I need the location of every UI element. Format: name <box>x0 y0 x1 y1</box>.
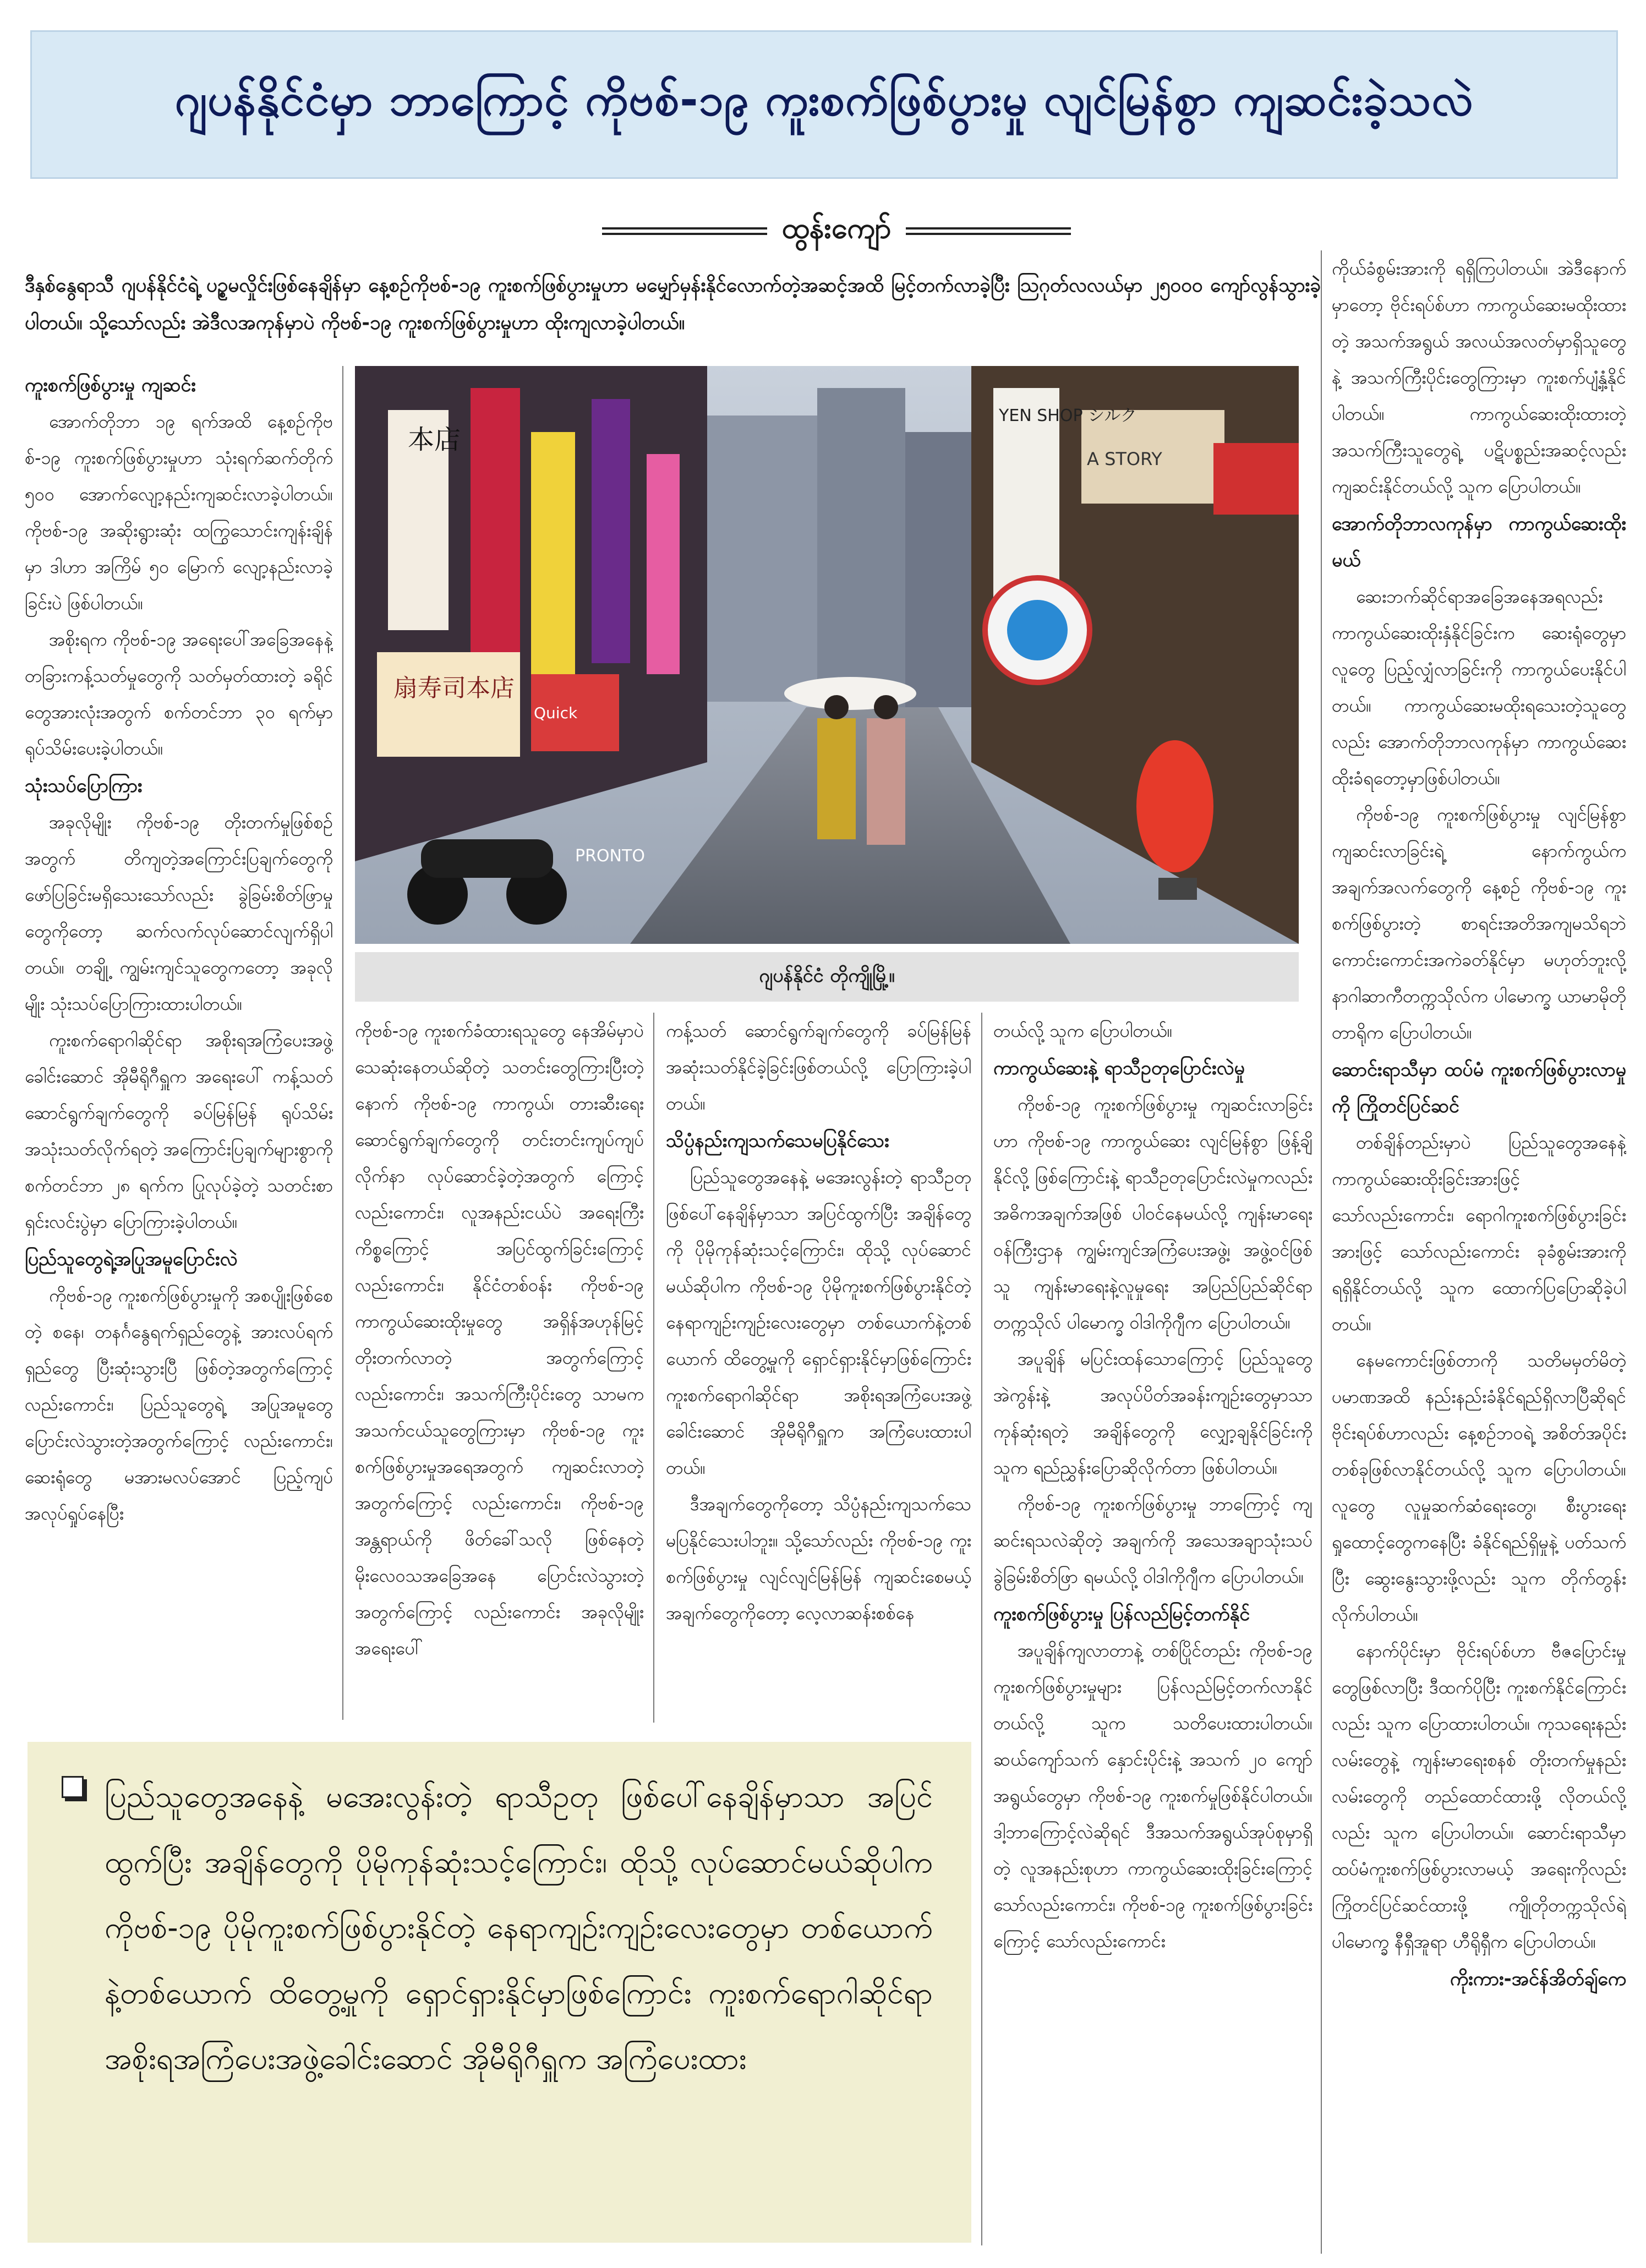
column-3 <box>666 1013 971 1728</box>
paragraph: ကိုဗစ်-၁၉ ကူးစက်ဖြစ်ပွားမှုကို အစပျိုးဖြစ်စေတဲ့ စနေ၊ တနင်္ဂနွေရက်ရှည်တွေနဲ့ အားလပ်ရက်ရှည်တွေ ပြီးဆုံးသွားပြီ ဖြစ်တဲ့အတွက်ကြောင့်လည်းကောင်း၊ ပြည်သူတွေရဲ့ အပြုအမူတွေ ပြောင်းလဲသွားတဲ့အတွက်ကြောင့် လည်းကောင်း၊ ဆေးရုံတွေ မအားမလပ်အောင် ပြည့်ကျပ်အလုပ်ရှုပ်နေပြီး <box>25 1285 333 1524</box>
paragraph: အပူချိန်ကျလာတာနဲ့ တစ်ပြိုင်တည်း ကိုဗစ်-၁၉ ကူးစက်ဖြစ်ပွားမှုများ ပြန်လည်မြင့်တက်လာနိုင်တယ်လို့ သူက သတိပေးထားပါတယ်။ ဆယ်ကျော်သက် နှောင်းပိုင်းနဲ့ အသက် ၂၀ ကျော်အရွယ်တွေမှာ ကိုဗစ်-၁၉ ကူးစက်မှုဖြစ်နိုင်ပါတယ်။ ဒါ့ဘာကြောင့်လဲဆိုရင် ဒီအသက်အရွယ်အုပ်စုမှာရှိတဲ့ လူအနည်းစုဟာ ကာကွယ်ဆေးထိုးခြင်းကြောင့် သော်လည်းကောင်း၊ ကိုဗစ်-၁၉ ကူးစက်ဖြစ်ပွားခြင်းကြောင့် သော်လည်းကောင်း <box>993 1640 1313 1952</box>
column-2 <box>355 1013 644 1728</box>
paragraph: အစိုးရက ကိုဗစ်-၁၉ အရေးပေါ်အခြေအနေနဲ့ တခြားကန့်သတ်မှုတွေကို သတ်မှတ်ထားတဲ့ ခရိုင်တွေအားလုံးအတွက် စက်တင်ဘာ ၃၀ ရက်မှာ ရုပ်သိမ်းပေးခဲ့ပါတယ်။ <box>25 629 333 759</box>
checkbox-bullet-icon <box>62 1776 84 1798</box>
tokyo-street-photo <box>355 366 1299 944</box>
subhead: ကူးစက်ဖြစ်ပွားမှု ပြန်လည်မြင့်တက်နိုင် <box>993 1603 1250 1625</box>
subhead: အောက်တိုဘာလကုန်မှာ ကာကွယ်ဆေးထိုးမယ် <box>1332 513 1626 571</box>
paragraph: ကိုယ်ခံစွမ်းအားကို ရရှိကြပါတယ်။ အဲဒီနောက်မှာတော့ ဗိုင်းရပ်စ်ဟာ ကာကွယ်ဆေးမထိုးထားတဲ့ အသက်အရွယ် အလယ်အလတ်မှာရှိသူတွေနဲ့ အသက်ကြီးပိုင်းတွေကြားမှာ ကူးစက်ပျံ့နှံ့နိုင်ပါတယ်။ ကာကွယ်ဆေးထိုးထားတဲ့ အသက်ကြီးသူတွေရဲ့ ပဋိပစ္စည်းအဆင့်လည်း ကျဆင်းနိုင်တယ်လို့ သူက ပြောပါတယ်။ <box>1332 258 1626 497</box>
byline-row <box>572 209 1101 253</box>
pull-quote-box <box>28 1742 971 2243</box>
sign-story: A STORY <box>1087 449 1162 469</box>
paragraph: ကိုဗစ်-၁၉ ကူးစက်ဖြစ်ပွားမှု ဘာကြောင့် ကျဆင်းရသလဲဆိုတဲ့ အချက်ကို အသေအချာသုံးသပ်ခွဲခြမ်းစိတ်ဖြာ ရမယ်လို့ ဝါဒါကိုဂျီက ပြောပါတယ်။ <box>993 1494 1313 1587</box>
paragraph: အခုလိုမျိုး ကိုဗစ်-၁၉ တိုးတက်မှုဖြစ်စဉ်အတွက် တိကျတဲ့အကြောင်းပြချက်တွေကို ဖော်ပြခြင်းမရှိသေးသော်လည်း ခွဲခြမ်းစိတ်ဖြာမှုတွေကိုတော့ ဆက်လက်လုပ်ဆောင်လျက်ရှိပါတယ်။ တချို့ ကျွမ်းကျင်သူတွေကတော့ အခုလိုမျိုး သုံးသပ်ပြောကြားထားပါတယ်။ <box>25 812 333 1014</box>
paragraph: ဒီအချက်တွေကိုတော့ သိပ္ပံနည်းကျသက်သေမပြနိုင်သေးပါဘူး။ သို့သော်လည်း ကိုဗစ်-၁၉ ကူးစက်ဖြစ်ပွားမှု လျင်လျင်မြန်မြန် ကျဆင်းစေမယ့် အချက်တွေကိုတော့ လေ့လာဆန်းစစ်နေ <box>666 1494 971 1624</box>
paragraph: ဆေးဘက်ဆိုင်ရာအခြေအနေအရလည်း ကာကွယ်ဆေးထိုးနှံနိုင်ခြင်းက ဆေးရုံတွေမှာ လူတွေ ပြည့်လျှံလာခြင်းကို ကာကွယ်ပေးနိုင်ပါတယ်။ ကာကွယ်ဆေးမထိုးရသေးတဲ့သူတွေလည်း အောက်တိုဘာလကုန်မှာ ကာကွယ်ဆေးထိုးခံရတော့မှာဖြစ်ပါတယ်။ <box>1332 586 1626 789</box>
subhead: ကာကွယ်ဆေးနဲ့ ရာသီဥတုပြောင်းလဲမှု <box>993 1057 1245 1079</box>
subhead: ပြည်သူတွေရဲ့အပြုအမူပြောင်းလဲ <box>25 1248 238 1270</box>
column-4 <box>993 1013 1313 2245</box>
photo-caption: ဂျပန်နိုင်ငံ တိုကျိုမြို့။ <box>355 952 1299 1002</box>
paragraph: နေမကောင်းဖြစ်တာကို သတိမမှတ်မိတဲ့ ပမာဏအထိ နည်းနည်းခံနိုင်ရည်ရှိလာပြီဆိုရင် ဗိုင်းရပ်စ်ဟာလည်း နေ့စဉ်ဘဝရဲ့ အစိတ်အပိုင်းတစ်ခုဖြစ်လာနိုင်တယ်လို့ သူက ပြောပါတယ်။ လူတွေ လူမှုဆက်ဆံရေးတွေ၊ စီးပွားရေးရှုထောင့်တွေကနေပြီး ခံနိုင်ရည်ရှိမှုနဲ့ ပတ်သက်ပြီး ဆွေးနွေးသွားဖို့လည်း သူက တိုက်တွန်းလိုက်ပါတယ်။ <box>1332 1350 1626 1625</box>
headline-box <box>30 30 1618 179</box>
column-divider <box>1321 250 1322 2254</box>
column-divider <box>653 1013 654 1723</box>
source-credit: ကိုးကား-အင်န်အိတ်ချ်ကေ <box>1450 1968 1626 1990</box>
byline: ထွန်းကျော် <box>781 212 892 245</box>
paragraph: အောက်တိုဘာ ၁၉ ရက်အထိ နေ့စဉ်ကိုဗစ်-၁၉ ကူးစက်ဖြစ်ပွားမှုဟာ သုံးရက်ဆက်တိုက် ၅၀၀ အောက်လျော့နည်းကျဆင်းလာခဲ့ပါတယ်။ ကိုဗစ်-၁၉ အဆိုးရွားဆုံး ထကြွသောင်းကျန်းချိန်မှာ ဒါဟာ အကြိမ် ၅၀ မြောက် လျော့နည်းလာခဲ့ခြင်းပဲ ဖြစ်ပါတယ်။ <box>25 411 333 614</box>
byline-rule-left <box>602 227 767 235</box>
subhead: သိပ္ပံနည်းကျသက်သေမပြနိုင်သေး <box>666 1130 889 1152</box>
paragraph: ပြည်သူတွေအနေနဲ့ မအေးလွန်းတဲ့ ရာသီဥတု ဖြစ်ပေါ်နေချိန်မှာသာ အပြင်ထွက်ပြီး အချိန်တွေကို ပိုမိုကုန်ဆုံးသင့်ကြောင်း၊ ထိုသို့ လုပ်ဆောင်မယ်ဆိုပါက ကိုဗစ်-၁၉ ပိုမိုကူးစက်ဖြစ်ပွားနိုင်တဲ့ နေရာကျဉ်းကျဉ်းလေးတွေမှာ တစ်ယောက်နဲ့တစ်ယောက် ထိတွေ့မှုကို ရှောင်ရှားနိုင်မှာဖြစ်ကြောင်း ကူးစက်ရောဂါဆိုင်ရာ အစိုးရအကြံပေးအဖွဲ့ခေါင်းဆောင် အိုမီရိုဂီရှူက အကြံပေးထားပါတယ်။ <box>666 1167 971 1478</box>
column-5 <box>1332 250 1626 2254</box>
paragraph: ကိုဗစ်-၁၉ ကူးစက်ခံထားရသူတွေ နေအိမ်မှာပဲ သေဆုံးနေတယ်ဆိုတဲ့ သတင်းတွေကြားပြီးတဲ့နောက် ကိုဗစ်-၁၉ ကာကွယ်၊ တားဆီးရေးဆောင်ရွက်ချက်တွေကို တင်းတင်းကျပ်ကျပ် လိုက်နာ လုပ်ဆောင်ခဲ့တဲ့အတွက် ကြောင့်လည်းကောင်း၊ လူအနည်းငယ်ပဲ အရေးကြီးကိစ္စကြောင့် အပြင်ထွက်ခြင်းကြောင့် လည်းကောင်း၊ နိုင်ငံတစ်ဝန်း ကိုဗစ်-၁၉ ကာကွယ်ဆေးထိုးမှုတွေ အရှိန်အဟုန်မြင့် တိုးတက်လာတဲ့ အတွက်ကြောင့် လည်းကောင်း၊ အသက်ကြီးပိုင်းတွေ သာမက အသက်ငယ်သူတွေကြားမှာ ကိုဗစ်-၁၉ ကူးစက်ဖြစ်ပွားမှုအရေအတွက် ကျဆင်းလာတဲ့အတွက်ကြောင့် လည်းကောင်း၊ ကိုဗစ်-၁၉ အန္တရာယ်ကို ဖိတ်ခေါ်သလို ဖြစ်နေတဲ့ မိုးလေဝသအခြေအနေ ပြောင်းလဲသွားတဲ့အတွက်ကြောင့် လည်းကောင်း အခုလိုမျိုး အရေးပေါ် <box>355 1020 644 1659</box>
sign-sushi: 扇寿司本店 <box>393 674 515 702</box>
paragraph: ကိုဗစ်-၁၉ ကူးစက်ဖြစ်ပွားမှု ကျဆင်းလာခြင်းဟာ ကိုဗစ်-၁၉ ကာကွယ်ဆေး လျင်မြန်စွာ ဖြန့်ချိနိုင်လို့ ဖြစ်ကြောင်းနဲ့ ရာသီဥတုပြောင်းလဲမှုကလည်း အဓိကအချက်အဖြစ် ပါဝင်နေမယ်လို့ ကျန်းမာရေးဝန်ကြီးဌာန ကျွမ်းကျင်အကြံပေးအဖွဲ့၊ အဖွဲ့ဝင်ဖြစ်သူ ကျန်းမာရေးနဲ့လူမှုရေး အပြည်ပြည်ဆိုင်ရာ တက္ကသိုလ် ပါမောက္ခ ဝါဒါကိုဂျီက ပြောပါတယ်။ <box>993 1094 1313 1333</box>
subhead: ကူးစက်ဖြစ်ပွားမှု ကျဆင်း <box>25 374 196 396</box>
subhead: ဆောင်းရာသီမှာ ထပ်မံ ကူးစက်ဖြစ်ပွားလာမှုကို ကြိုတင်ပြင်ဆင် <box>1332 1059 1626 1117</box>
paragraph: တယ်လို့ သူက ပြောပါတယ်။ <box>993 1020 1173 1041</box>
sign-quick: Quick <box>534 704 578 722</box>
paragraph: ကူးစက်ရောဂါဆိုင်ရာ အစိုးရအကြံပေးအဖွဲ့ခေါင်းဆောင် အိုမီရိုဂီရှူက အရေးပေါ် ကန့်သတ်ဆောင်ရွက်ချက်တွေကို ခပ်မြန်မြန် ရုပ်သိမ်းအသုံးသတ်လိုက်ရတဲ့ အကြောင်းပြချက်များစွာကို စက်တင်ဘာ ၂၈ ရက်က ပြုလုပ်ခဲ့တဲ့ သတင်းစာရှင်းလင်းပွဲမှာ ပြောကြားခဲ့ပါတယ်။ <box>25 1030 333 1232</box>
sign-pronto: PRONTO <box>575 846 645 866</box>
street-scene-illustration <box>355 366 1299 944</box>
paragraph: နောက်ပိုင်းမှာ ဗိုင်းရပ်စ်ဟာ ဗီဇပြောင်းမှုတွေဖြစ်လာပြီး ဒီထက်ပိုပြီး ကူးစက်နိုင်ကြောင်းလည်း သူက ပြောထားပါတယ်။ ကုသရေးနည်းလမ်းတွေနဲ့ ကျန်းမာရေးစနစ် တိုးတက်မှုနည်းလမ်းတွေကို တည်ထောင်ထားဖို့ လိုတယ်လို့လည်း သူက ပြောပါတယ်။ ဆောင်းရာသီမှာ ထပ်မံကူးစက်ဖြစ်ပွားလာမယ့် အရေးကိုလည်း ကြိုတင်ပြင်ဆင်ထားဖို့ ကျိုတိုတက္ကသိုလ်ရဲ့ ပါမောက္ခ နီရှီအူရာ ဟီရိုရှီက ပြောပါတယ်။ <box>1332 1641 1626 1952</box>
subhead: သုံးသပ်ပြောကြား <box>25 775 143 797</box>
column-1 <box>25 366 333 1731</box>
intro-paragraph: ဒီနှစ်နွေရာသီ ဂျပန်နိုင်ငံရဲ့ ပဉ္စမလှိုင်းဖြစ်နေချိန်မှာ နေ့စဉ်ကိုဗစ်-၁၉ ကူးစက်ဖြစ်ပွားမှုဟာ မမျှော်မှန်းနိုင်လောက်တဲ့အဆင့်အထိ မြင့်တက်လာခဲ့ပြီး ဩဂုတ်လလယ်မှာ ၂၅၀၀၀ ကျော်လွန်သွားခဲ့ပါတယ်။ သို့သော်လည်း အဲဒီလအကုန်မှာပဲ ကိုဗစ်-၁၉ ကူးစက်ဖြစ်ပွားမှုဟာ ထိုးကျလာခဲ့ပါတယ်။ <box>25 275 1321 334</box>
paragraph: ကန့်သတ် ဆောင်ရွက်ချက်တွေကို ခပ်မြန်မြန် အဆုံးသတ်နိုင်ခဲ့ခြင်းဖြစ်တယ်လို့ ပြောကြားခဲ့ပါတယ်။ <box>666 1020 971 1114</box>
paragraph: တစ်ချိန်တည်းမှာပဲ ပြည်သူတွေအနေနဲ့ ကာကွယ်ဆေးထိုးခြင်းအားဖြင့် သော်လည်းကောင်း၊ ရောဂါကူးစက်ဖြစ်ပွားခြင်းအားဖြင့် သော်လည်းကောင်း ခုခံစွမ်းအားကို ရရှိနိုင်တယ်လို့ သူက ထောက်ပြပြောဆိုခဲ့ပါတယ်။ <box>1332 1132 1626 1335</box>
column-divider <box>342 366 343 1720</box>
headline: ဂျပန်နိုင်ငံမှာ ဘာကြောင့် ကိုဗစ်-၁၉ ကူးစက်ဖြစ်ပွားမှု လျင်မြန်စွာ ကျဆင်းခဲ့သလဲ <box>174 74 1474 125</box>
pull-quote-text: ပြည်သူတွေအနေနဲ့ မအေးလွန်းတဲ့ ရာသီဥတု ဖြစ်ပေါ်နေချိန်မှာသာ အပြင်ထွက်ပြီး အချိန်တွေကို ပိုမိုကုန်ဆုံးသင့်ကြောင်း၊ ထိုသို့ လုပ်ဆောင်မယ်ဆိုပါက ကိုဗစ်-၁၉ ပိုမိုကူးစက်ဖြစ်ပွားနိုင်တဲ့ နေရာကျဉ်းကျဉ်းလေးတွေမှာ တစ်ယောက်နဲ့တစ်ယောက် ထိတွေ့မှုကို ရှောင်ရှားနိုင်မှာဖြစ်ကြောင်း ကူးစက်ရောဂါဆိုင်ရာ အစိုးရအကြံပေးအဖွဲ့ခေါင်းဆောင် အိုမီရိုဂီရှူက အကြံပေးထား <box>105 1779 933 2076</box>
sign-shop: YEN SHOP シルク <box>999 406 1137 425</box>
paragraph: ကိုဗစ်-၁၉ ကူးစက်ဖြစ်ပွားမှု လျင်မြန်စွာ ကျဆင်းလာခြင်းရဲ့ နောက်ကွယ်က အချက်အလက်တွေကို နေ့စဉ် ကိုဗစ်-၁၉ ကူးစက်ဖြစ်ပွားတဲ့ စာရင်းအတိအကျမသိရဘဲ ကောင်းကောင်းအကဲခတ်နိုင်မှာ မဟုတ်ဘူးလို့ နာဂါဆာကီတက္ကသိုလ်က ပါမောက္ခ ယာမာမိုတို တာရိုက ပြောပါတယ်။ <box>1332 804 1626 1043</box>
byline-rule-right <box>906 227 1071 235</box>
column-divider <box>981 1013 982 2245</box>
paragraph: အပူချိန် မပြင်းထန်သောကြောင့် ပြည်သူတွေ အဲကွန်းနဲ့ အလုပ်ပိတ်အခန်းကျဉ်းတွေမှာသာ ကုန်ဆုံးရတဲ့ အချိန်တွေကို လျှော့ချနိုင်ခြင်းကို သူက ရည်ညွှန်းပြောဆိုလိုက်တာ ဖြစ်ပါတယ်။ <box>993 1348 1313 1478</box>
sign-honten: 本店 <box>408 424 461 455</box>
